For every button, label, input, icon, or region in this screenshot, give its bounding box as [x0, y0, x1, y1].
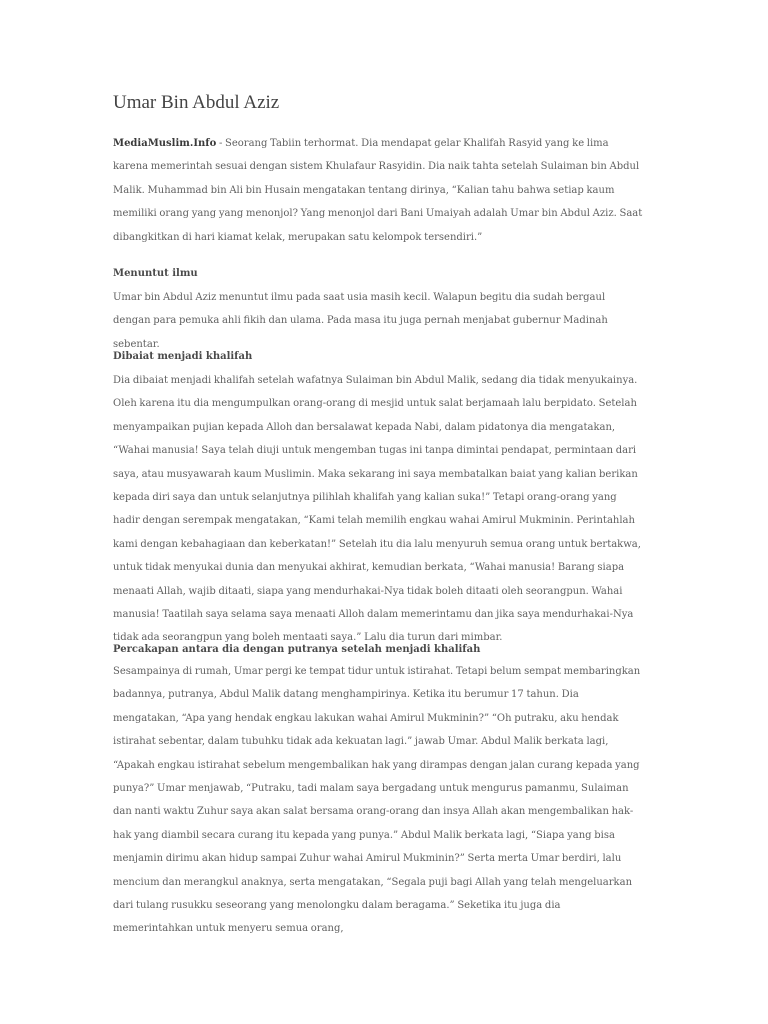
document-title: Umar Bin Abdul Aziz [113, 92, 280, 113]
section-paragraph-menuntut-ilmu: Umar bin Abdul Aziz menuntut ilmu pada saat usia masih kecil. Walapun begitu dia sudah bergaul dengan para pemuka ahli fikih dan ulama. Pada masa itu juga pernah menjabat gubernur Madinah sebentar. [113, 292, 608, 350]
intro-text: - Seorang Tabiin terhormat. Dia mendapat gelar Khalifah Rasyid yang ke lima karena memerintah sesuai dengan sistem Khulafaur Rasyidin. Dia naik tahta setelah Sulaiman bin Abdul Malik. Muhammad bin Ali bin Husain mengatakan tentang dirinya, “Kalian tahu bahwa setiap kaum memiliki orang yang yang menonjol? Yang menonjol dari Bani Umaiyah adalah Umar bin Abdul Aziz. Saat dibangkitkan di hari kiamat kelak, merupakan satu kelompok tersendiri.” [113, 138, 643, 243]
intro-paragraph [113, 132, 643, 249]
section-heading-menuntut-ilmu: Menuntut ilmu [113, 268, 198, 279]
section-paragraph-percakapan: Sesampainya di rumah, Umar pergi ke tempat tidur untuk istirahat. Tetapi belum sempat membaringkan badannya, putranya, Abdul Malik datang menghampirinya. Ketika itu berumur 17 tahun. Dia mengatakan, “Apa yang hendak engkau lakukan wahai Amirul Mukminin?” “Oh putraku, aku hendak istirahat sebentar, dalam tubuhku tidak ada kekuatan lagi.” jawab Umar. Abdul Malik berkata lagi, “Apakah engkau istirahat sebelum mengembalikan hak yang dirampas dengan jalan curang kepada yang punya?” Umar menjawab, “Putraku, tadi malam saya bergadang untuk mengurus pamanmu, Sulaiman dan nanti waktu Zuhur saya akan salat bersama orang-orang dan insya Allah akan mengembalikan hak-hak yang diambil secara curang itu kepada yang punya.” Abdul Malik berkata lagi, “Siapa yang bisa menjamin dirimu akan hidup sampai Zuhur wahai Amirul Mukminin?” Serta merta Umar berdiri, lalu mencium dan merangkul anaknya, serta mengatakan, “Segala puji bagi Allah yang telah mengeluarkan dari tulang rusukku seseorang yang menolongku dalam beragama.” Seketika itu juga dia memerintahkan untuk menyeru semua orang, [113, 666, 641, 935]
source-name: MediaMuslim.Info [113, 138, 217, 149]
section-paragraph-dibaiat: Dia dibaiat menjadi khalifah setelah wafatnya Sulaiman bin Abdul Malik, sedang dia tidak menyukainya. Oleh karena itu dia mengumpulkan orang-orang di mesjid untuk salat berjamaah lalu berpidato. Setelah menyampaikan pujian kepada Alloh dan bersalawat kepada Nabi, dalam pidatonya dia mengatakan, “Wahai manusia! Saya telah diuji untuk mengemban tugas ini tanpa dimintai pendapat, permintaan dari saya, atau musyawarah kaum Muslimin. Maka sekarang ini saya membatalkan baiat yang kalian berikan kepada diri saya dan untuk selanjutnya pilihlah khalifah yang kalian suka!” Tetapi orang-orang yang hadir dengan serempak mengatakan, “Kami telah memilih engkau wahai Amirul Mukminin. Perintahlah kami dengan kebahagiaan dan keberkatan!” Setelah itu dia lalu menyuruh semua orang untuk bertakwa, untuk tidak menyukai dunia dan menyukai akhirat, kemudian berkata, “Wahai manusia! Barang siapa menaati Allah, wajib ditaati, siapa yang mendurhakai-Nya tidak boleh ditaati oleh seorangpun. Wahai manusia! Taatilah saya selama saya menaati Alloh dalam memerintamu dan jika saya mendurhakai-Nya tidak ada seorangpun yang boleh mentaati saya.” Lalu dia turun dari mimbar. [113, 375, 641, 644]
section-heading-percakapan: Percakapan antara dia dengan putranya setelah menjadi khalifah [113, 644, 481, 655]
section-heading-dibaiat: Dibaiat menjadi khalifah [113, 351, 253, 362]
